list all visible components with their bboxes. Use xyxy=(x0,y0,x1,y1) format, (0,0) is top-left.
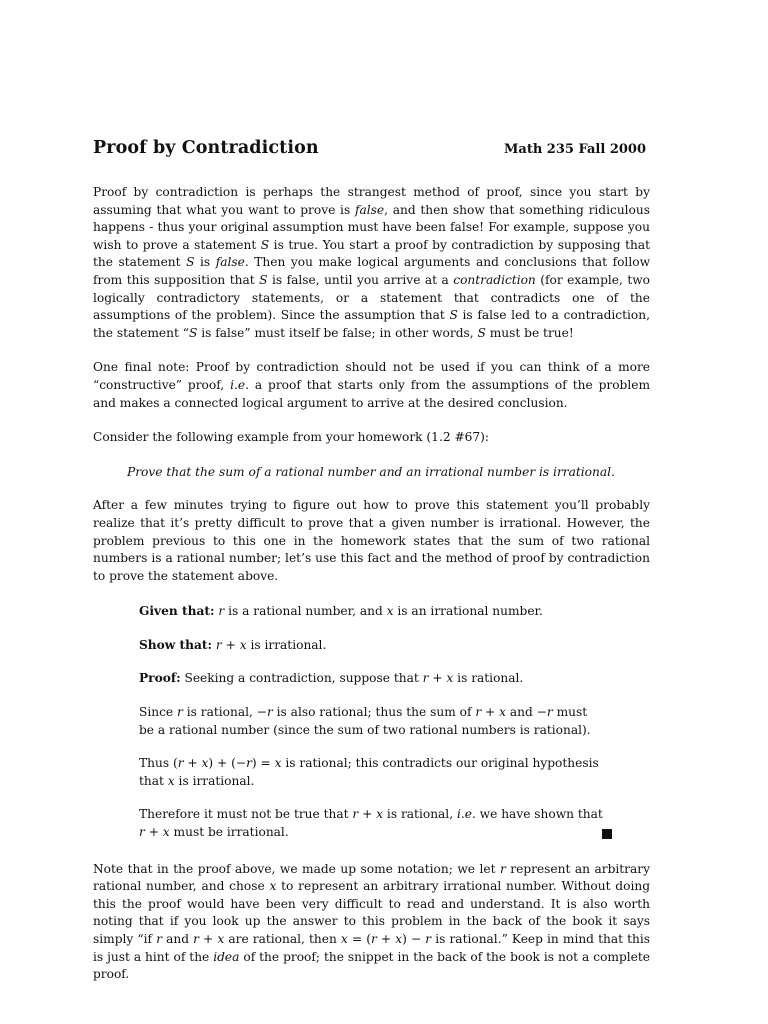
qed-square-icon xyxy=(602,829,612,839)
document-page xyxy=(93,138,650,984)
problem-statement: Prove that the sum of a rational number and an irrational number is irrational. xyxy=(127,464,615,479)
strategy-paragraph: After a few minutes trying to figure out how to prove this statement you’ll probably realize that it’s pretty difficult to prove that a given number is irrational. However, the problem previous to this one in the homework states that the sum of two rational numbers is a rational number; let’s use this fact and the method of proof by contradiction to prove the statement above. xyxy=(93,498,650,583)
notation-paragraph: Note that in the proof above, we made up some notation; we let r represent an arbitrary rational number, and chose x to represent an arbitrary irrational number. Without doing this the proof would have been very difficult to read and understand. It is also worth noting that if you look up the answer to this problem in the back of the book it says simply “if r and r + x are rational, then x = (r + x) − r is rational.” Keep in mind that this is just a hint of the idea of the proof; the snippet in the back of the book is not a complete proof. xyxy=(93,861,651,982)
document-header xyxy=(93,138,650,164)
intro-paragraph: Proof by contradiction is perhaps the strangest method of proof, since you start by assuming that what you want to prove is false, and then show that something ridiculous happens - thus your original assumption must have been false! For example, suppose you wish to prove a statement S is true. You start a proof by contradiction by supposing that the statement S is false. Then you make logical arguments and conclusions that follow from this supposition that S is false, until you arrive at a contradiction (for example, two logically contradictory statements, or a statement that contradicts one of the assumptions of the problem). Since the assumption that S is false led to a contradiction, the statement “S is false” must itself be false; in other words, S must be true! xyxy=(93,185,651,340)
thus-step: Thus (r + x) + (−r) = x is rational; this contradicts our original hypothesis that x is irrational. xyxy=(139,756,599,788)
since-step: Since r is rational, −r is also rational; thus the sum of r + x and −r must be a rational number (since the sum of two rational numbers is rational). xyxy=(139,705,591,737)
given-statement: Given that: r is a rational number, and x is an irrational number. xyxy=(139,604,543,619)
example-intro-paragraph: Consider the following example from your homework (1.2 #67): xyxy=(93,430,490,445)
show-statement: Show that: r + x is irrational. xyxy=(139,637,327,652)
final-note-paragraph: One final note: Proof by contradiction should not be used if you can think of a more “constructive” proof, i.e. a proof that starts only from the assumptions of the problem and makes a connected logical argument to arrive at the desired conclusion. xyxy=(93,360,651,410)
proof-block xyxy=(139,603,604,841)
page-title: Proof by Contradiction xyxy=(93,138,319,158)
conclusion-step: Therefore it must not be true that r + x is rational, i.e. we have shown that r + x must be irrational. xyxy=(139,806,604,841)
proof-statement: Proof: Seeking a contradiction, suppose that r + x is rational. xyxy=(139,671,524,686)
course-label: Math 235 Fall 2000 xyxy=(504,142,646,157)
